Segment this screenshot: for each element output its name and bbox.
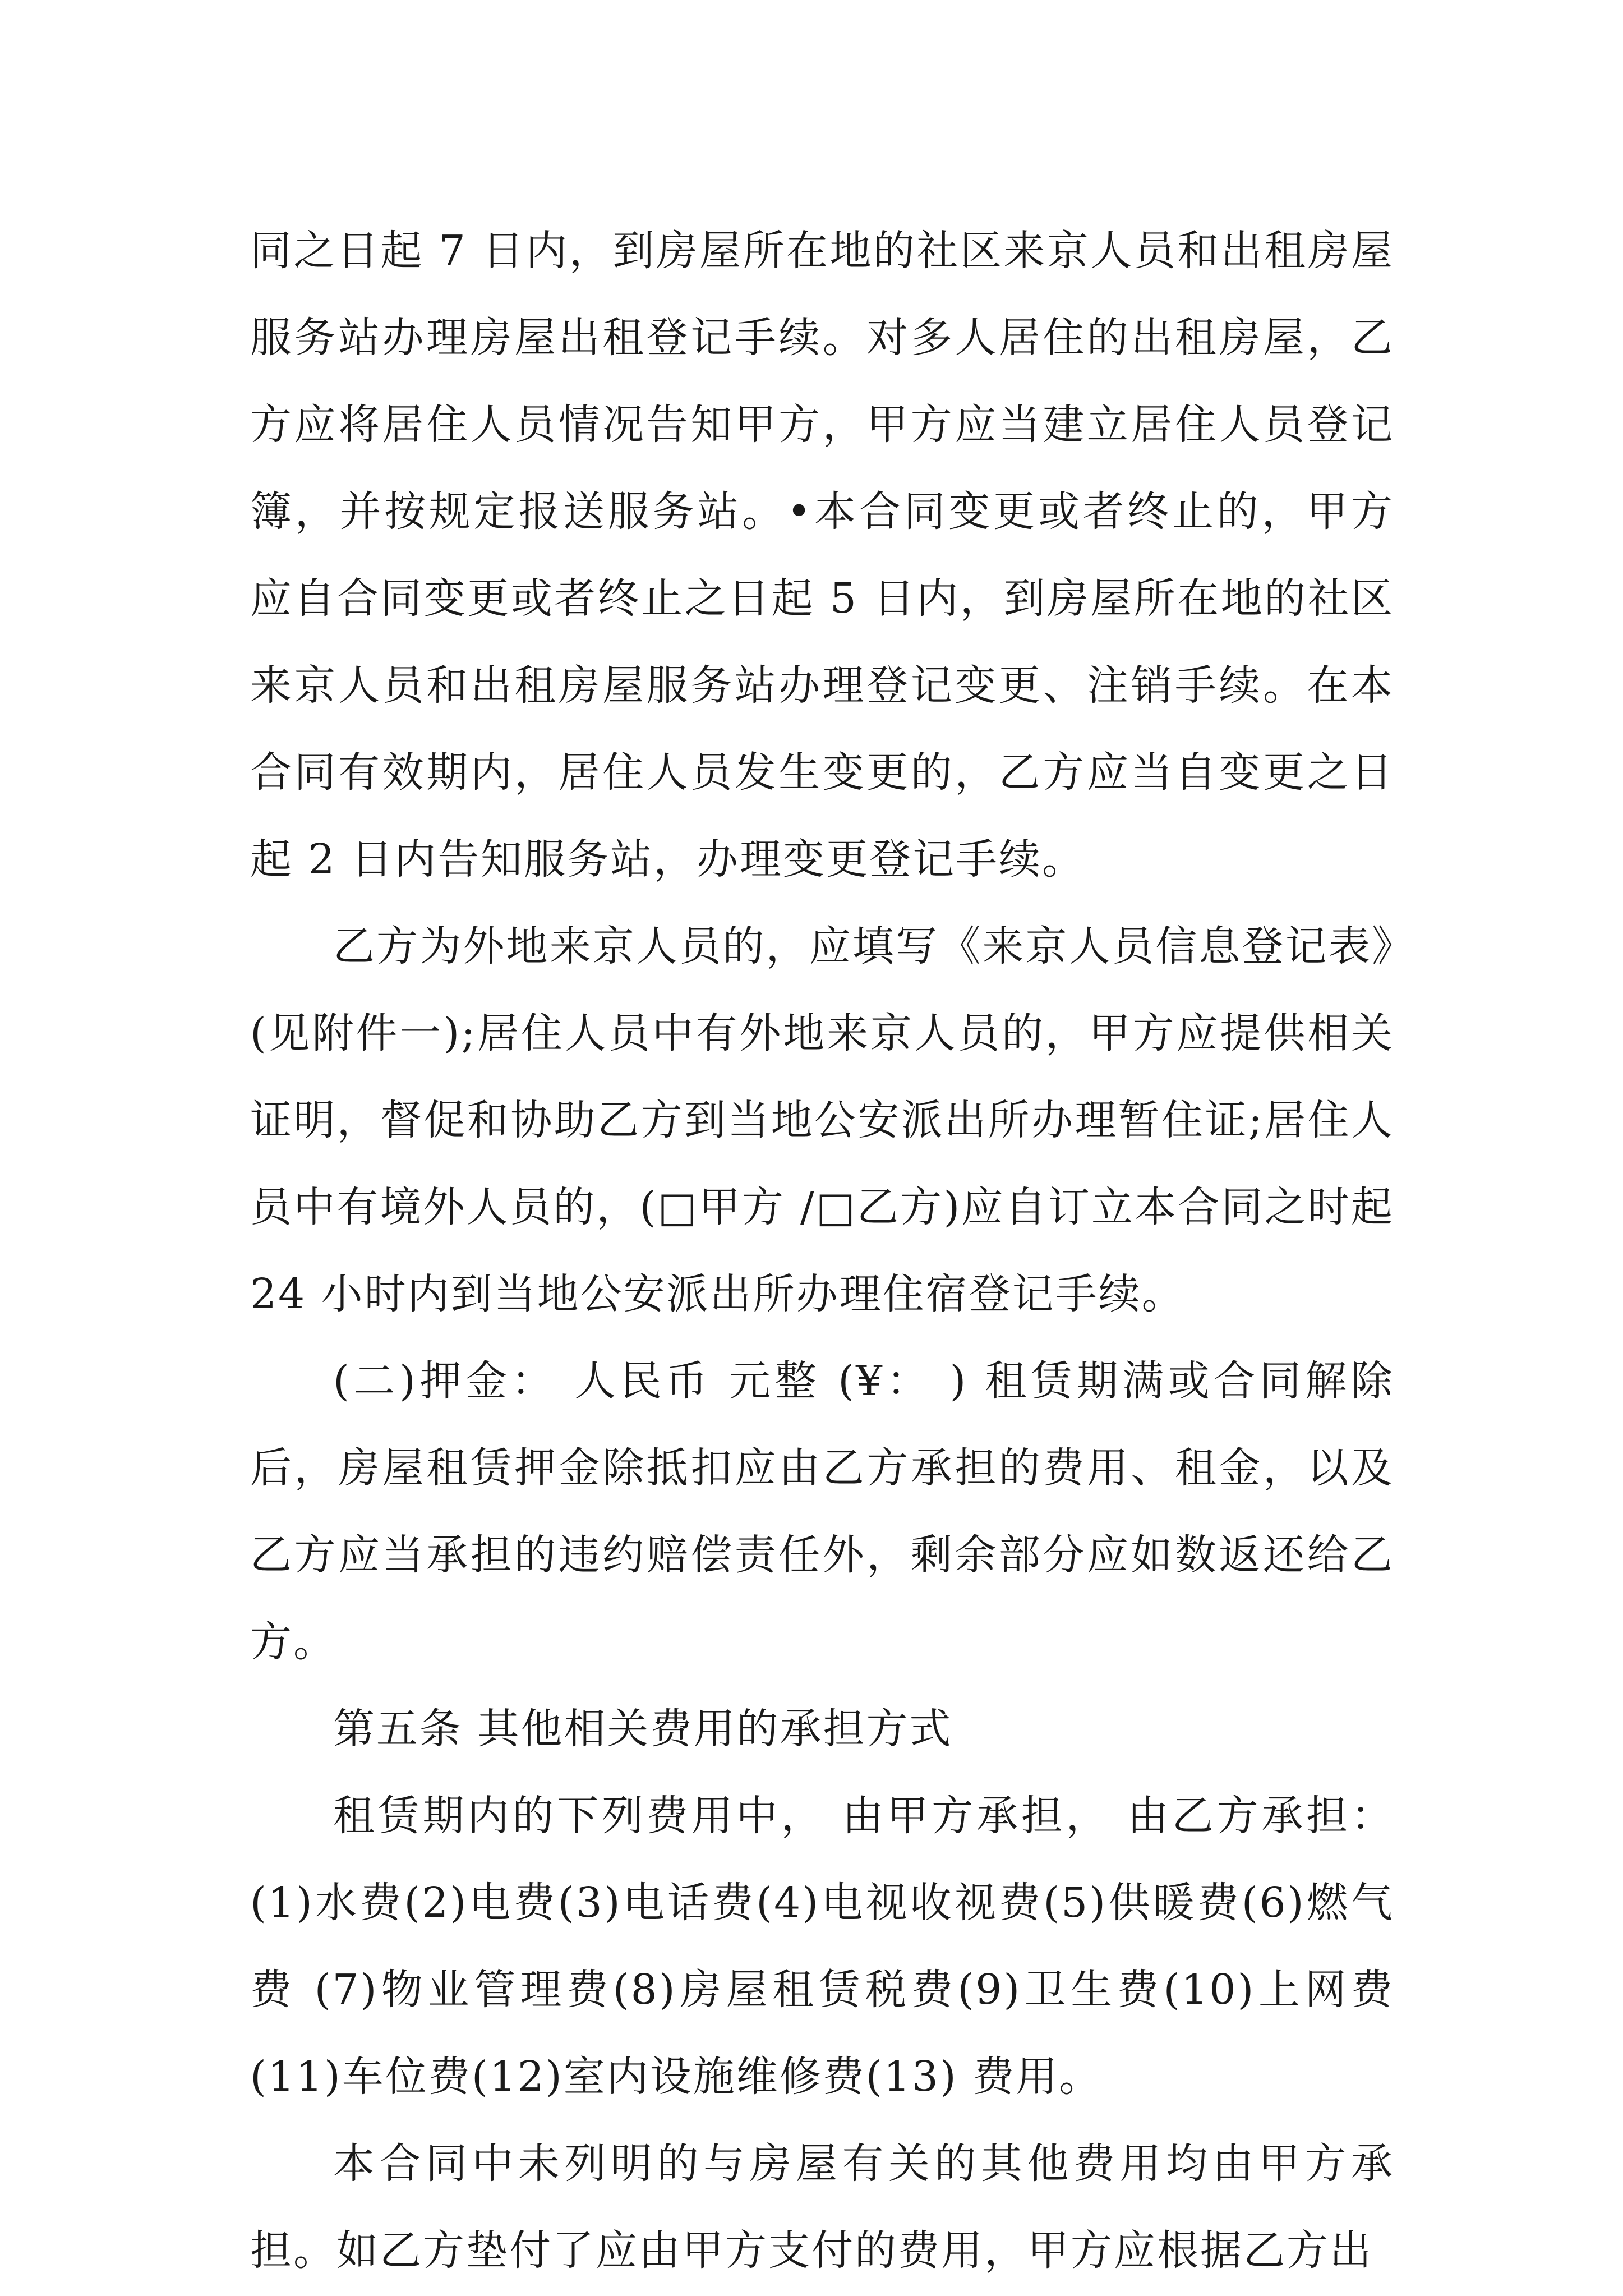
paragraph-other-fees: 本合同中未列明的与房屋有关的其他费用均由甲方承担。如乙方垫付了应由甲方支付的费用，甲方应根据乙方出 bbox=[250, 2139, 1394, 2275]
paragraph-nonlocal-residents: 乙方为外地来京人员的，应填写《来京人员信息登记表》(见附件一);居住人员中有外地来京人员的，甲方应提供相关证明，督促和协助乙方到当地公安派出所办理暂住证;居住人员中有境外人员的，(□甲方 /□乙方)应自订立本合同之时起 24 小时内到当地公安派出所办理住宿登记手续。 bbox=[250, 922, 1394, 1318]
paragraph-registration: 同之日起 7 日内，到房屋所在地的社区来京人员和出租房屋服务站办理房屋出租登记手续。对多人居住的出租房屋，乙方应将居住人员情况告知甲方，甲方应当建立居住人员登记簿，并按规定报送服务站。•本合同变更或者终止的，甲方应自合同变更或者终止之日起 5 日内，到房屋所在地的社区来京人员和出租房屋服务站办理登记变更、注销手续。在本合同有效期内，居住人员发生变更的，乙方应当自变更之日起 2 日内告知服务站，办理变更登记手续。 bbox=[250, 227, 1394, 884]
document-body bbox=[250, 208, 1394, 2294]
paragraph-deposit: (二)押金： 人民币 元整 (¥： ) 租赁期满或合同解除后，房屋租赁押金除抵扣应由乙方承担的费用、租金，以及乙方应当承担的违约赔偿责任外，剩余部分应如数返还给乙方。 bbox=[250, 1357, 1394, 1666]
section-heading-article-5: 第五条 其他相关费用的承担方式 bbox=[333, 1705, 953, 1753]
paragraph-fee-list: 租赁期内的下列费用中， 由甲方承担， 由乙方承担：(1)水费(2)电费(3)电话费(4)电视收视费(5)供暖费(6)燃气费 (7)物业管理费(8)房屋租赁税费(9)卫生费(10)上网费(11)车位费(12)室内设施维修费(13) 费用。 bbox=[250, 1792, 1394, 2101]
